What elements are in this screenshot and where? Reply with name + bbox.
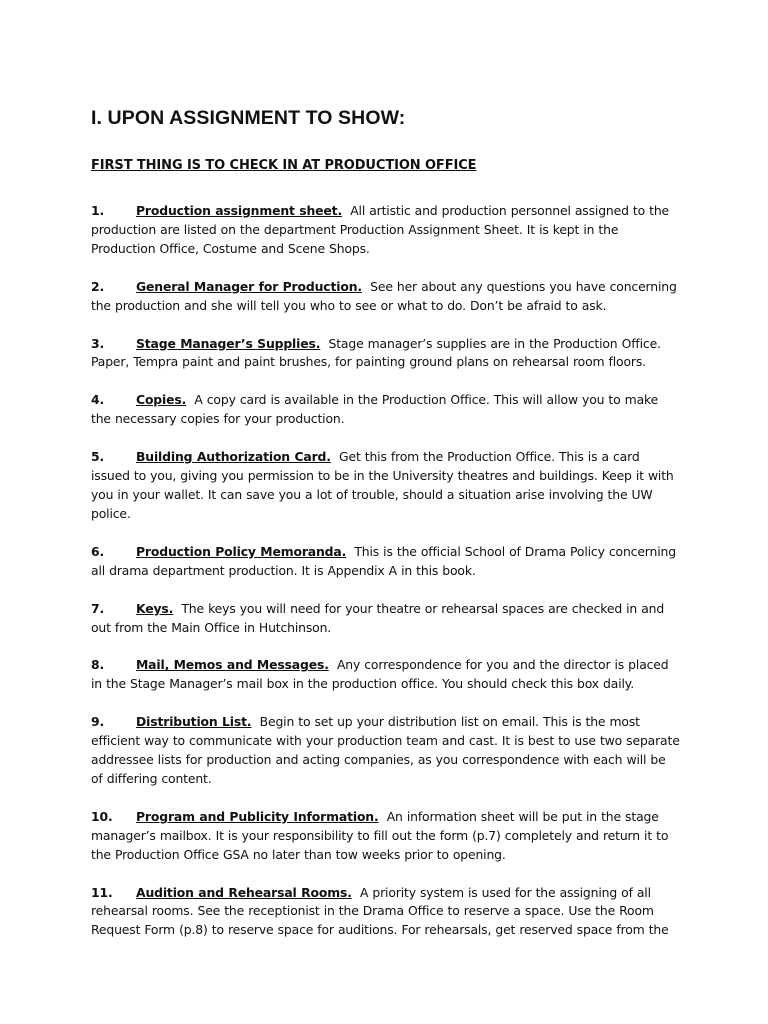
item-number: 4. — [91, 392, 105, 408]
list-item — [91, 543, 681, 581]
item-heading: Stage Manager’s Supplies. — [136, 335, 321, 351]
section-title: I. UPON ASSIGNMENT TO SHOW: — [91, 107, 406, 129]
item-heading: Building Authorization Card. — [136, 449, 331, 465]
list-item — [91, 202, 681, 259]
item-number: 11. — [91, 884, 113, 900]
item-heading: Copies. — [136, 392, 187, 408]
list-item — [91, 713, 681, 789]
list-item — [91, 808, 681, 865]
item-heading: Keys. — [136, 600, 174, 616]
section-subtitle: FIRST THING IS TO CHECK IN AT PRODUCTION OFFICE — [91, 158, 477, 173]
item-text: The keys you will need for your theatre or rehearsal spaces are checked in and out from the Main Office in Hutchinson. — [91, 600, 665, 635]
list-item — [91, 448, 681, 524]
item-number: 3. — [91, 335, 105, 351]
list-item — [91, 656, 681, 694]
item-heading: Audition and Rehearsal Rooms. — [136, 884, 352, 900]
item-number: 2. — [91, 278, 105, 294]
item-text: This is the official School of Drama Policy concerning all drama department production. It is Appendix A in this book. — [91, 543, 676, 578]
item-number: 5. — [91, 449, 105, 465]
item-text: A priority system is used for the assigning of all rehearsal rooms. See the receptionist in the Drama Office to reserve a space. Use the Room Request Form (p.8) to reserve space for auditions. For rehearsals, get reserved space from the — [91, 884, 669, 938]
item-text: Begin to set up your distribution list on email. This is the most efficient way to communicate with your production team and cast. It is best to use two separate addressee lists for production and acting companies, as you correspondence with each will be of differing content. — [91, 714, 680, 786]
item-text: A copy card is available in the Production Office. This will allow you to make the necessary copies for your production. — [91, 392, 659, 427]
item-text: Any correspondence for you and the director is placed in the Stage Manager’s mail box in the production office. You should check this box daily. — [91, 657, 669, 692]
item-text: Stage manager’s supplies are in the Production Office. Paper, Tempra paint and paint brushes, for painting ground plans on rehearsal room floors. — [91, 335, 661, 370]
item-number: 10. — [91, 808, 113, 824]
item-text: All artistic and production personnel assigned to the production are listed on the department Production Assignment Sheet. It is kept in the Production Office, Costume and Scene Shops. — [91, 203, 670, 256]
item-number: 1. — [91, 203, 105, 218]
item-text: See her about any questions you have concerning the production and she will tell you who to see or what to do. Don’t be afraid to ask. — [91, 278, 677, 313]
item-heading: Distribution List. — [136, 714, 252, 730]
item-text: Get this from the Production Office. This is a card issued to you, giving you permission to be in the University theatres and buildings. Keep it with you in your wallet. It can save you a lot of trouble, should a situation arise involving the UW police. — [91, 449, 674, 521]
list-item — [91, 391, 681, 429]
item-text: An information sheet will be put in the stage manager’s mailbox. It is your responsibility to fill out the form (p.7) completely and return it to the Production Office GSA no later than tow weeks prior to opening. — [91, 808, 669, 862]
item-number: 8. — [91, 657, 105, 673]
item-number: 6. — [91, 543, 105, 559]
list-item — [91, 884, 681, 941]
item-heading: Production assignment sheet. — [136, 203, 343, 218]
item-number: 7. — [91, 600, 105, 616]
item-heading: General Manager for Production. — [136, 278, 362, 294]
item-heading: Program and Publicity Information. — [136, 808, 379, 824]
list-item — [91, 335, 681, 373]
item-heading: Mail, Memos and Messages. — [136, 657, 329, 673]
item-number: 9. — [91, 714, 105, 730]
numbered-list — [91, 202, 681, 959]
list-item — [91, 600, 681, 638]
item-heading: Production Policy Memoranda. — [136, 543, 347, 559]
list-item — [91, 278, 681, 316]
